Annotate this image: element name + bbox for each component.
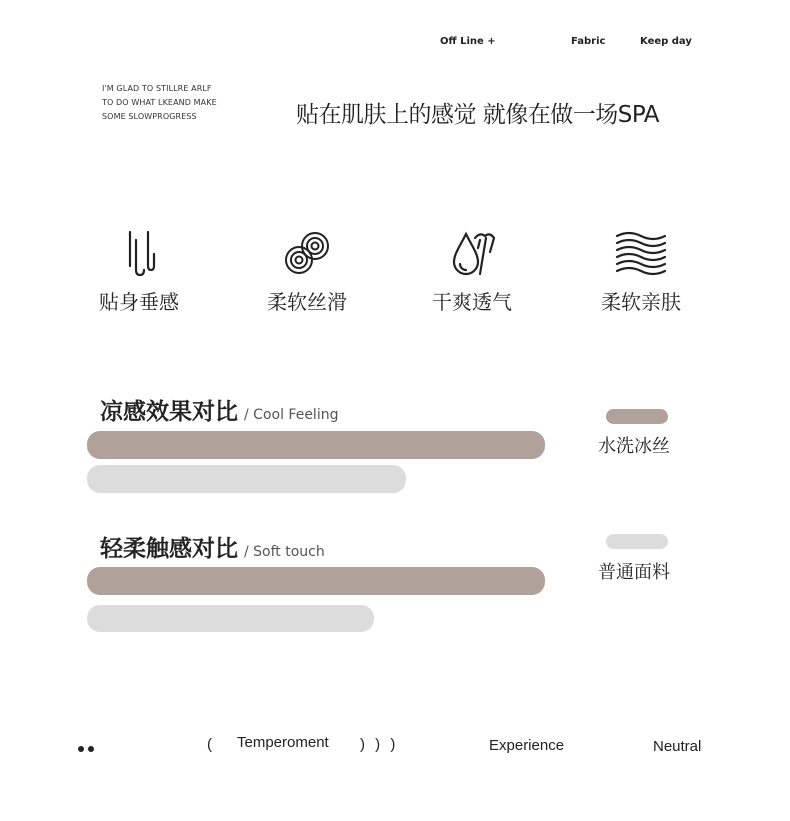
footer-open-paren: ( — [207, 736, 212, 753]
footer — [0, 736, 790, 758]
legend-label-ice-silk: 水洗冰丝 — [598, 436, 670, 457]
feature-label: 贴身垂感 — [99, 290, 179, 314]
comparison-subtitle: / Cool Feeling — [244, 407, 339, 423]
comparison-title-soft — [100, 530, 325, 563]
feature-breathable — [407, 226, 537, 315]
bar-ice-silk-cool — [87, 431, 545, 459]
feature-label: 干爽透气 — [432, 290, 512, 314]
tagline-line: TO DO WHAT LKEAND MAKE — [102, 98, 217, 107]
swirl-icon — [277, 226, 337, 282]
bar-ice-silk-soft — [87, 567, 545, 595]
tagline-line: SOME SLOWPROGRESS — [102, 112, 197, 121]
feature-drape — [74, 226, 204, 315]
top-nav — [0, 36, 790, 52]
footer-close-parens: ) ) ) — [360, 736, 399, 753]
tagline — [102, 82, 217, 124]
nav-keepday-link[interactable]: Keep day — [640, 36, 692, 47]
feature-skin-friendly — [576, 226, 706, 315]
footer-temperoment: Temperoment — [237, 734, 329, 751]
footer-experience: Experience — [489, 737, 565, 754]
bar-regular-soft — [87, 605, 374, 632]
legend-swatch-regular — [606, 534, 668, 549]
feature-label: 柔软丝滑 — [267, 290, 347, 314]
bar-regular-cool — [87, 465, 406, 493]
headline: 贴在肌肤上的感觉 就像在做一场SPA — [296, 102, 660, 128]
droplet-air-icon — [442, 226, 502, 282]
legend-label-regular: 普通面料 — [598, 562, 670, 583]
legend-swatch-ice-silk — [606, 409, 668, 424]
comparison-title: 凉感效果对比 — [100, 399, 238, 425]
tagline-line: I'M GLAD TO STILLRE ARLF — [102, 84, 212, 93]
comparison-title-cool — [100, 393, 338, 426]
waves-icon — [611, 226, 671, 282]
footer-neutral: Neutral — [653, 738, 702, 755]
comparison-title: 轻柔触感对比 — [100, 536, 238, 562]
nav-offline-link[interactable]: Off Line + — [440, 36, 496, 47]
feature-swirl — [242, 226, 372, 315]
drape-icon — [109, 226, 169, 282]
dots-decoration — [78, 739, 98, 756]
nav-fabric-link[interactable]: Fabric — [571, 36, 606, 47]
feature-label: 柔软亲肤 — [601, 290, 681, 314]
comparison-subtitle: / Soft touch — [244, 544, 325, 560]
